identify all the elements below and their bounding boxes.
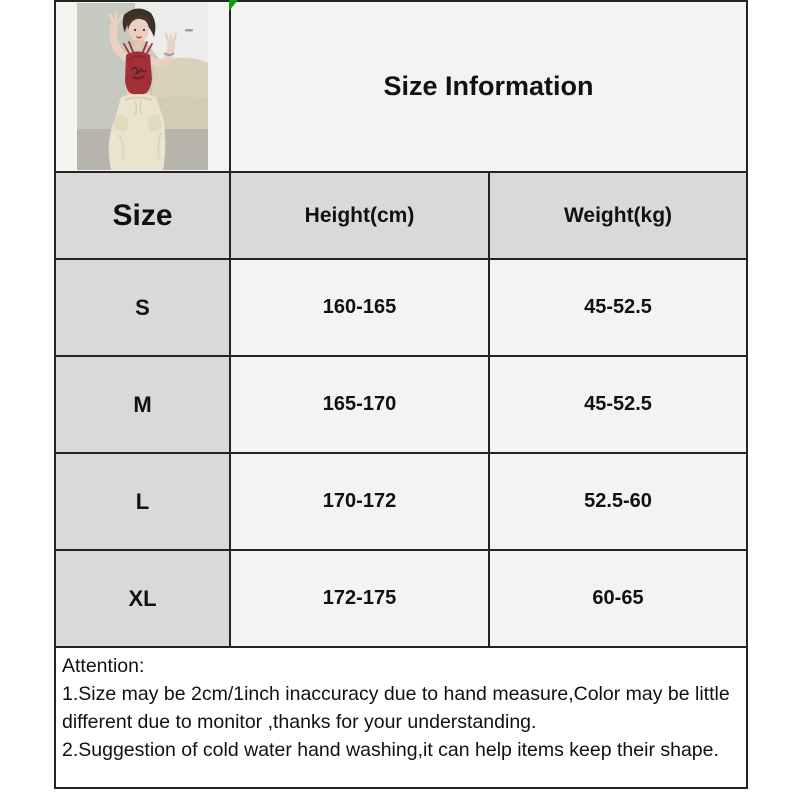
page-title: Size Information [230,1,747,172]
height-cell: 172-175 [230,550,489,647]
table-row-m [55,356,747,453]
product-photo-cell [55,1,230,172]
size-information-sheet [54,0,748,789]
height-cell: 160-165 [230,259,489,356]
column-header-height: Height(cm) [230,172,489,259]
size-cell: XL [55,550,230,647]
weight-cell: 45-52.5 [489,259,747,356]
weight-cell: 45-52.5 [489,356,747,453]
height-cell: 170-172 [230,453,489,550]
table-row-l [55,453,747,550]
size-cell: S [55,259,230,356]
column-header-size: Size [55,172,230,259]
height-cell: 165-170 [230,356,489,453]
attention-heading: Attention: [62,655,145,677]
attention-note-2: 2.Suggestion of cold water hand washing,it can help items keep their shape. [62,739,719,761]
product-photo-illustration [77,3,208,170]
size-table [54,0,748,648]
weight-cell: 60-65 [489,550,747,647]
table-row-xl [55,550,747,647]
size-cell: M [55,356,230,453]
attention-box [54,646,748,789]
photo-title-row [55,1,747,172]
column-header-weight: Weight(kg) [489,172,747,259]
table-header-row [55,172,747,259]
weight-cell: 52.5-60 [489,453,747,550]
table-row-s [55,259,747,356]
product-photo [77,3,208,170]
attention-note-1: 1.Size may be 2cm/1inch inaccuracy due to hand measure,Color may be little different due to monitor ,thanks for your understanding. [62,683,730,733]
size-cell: L [55,453,230,550]
